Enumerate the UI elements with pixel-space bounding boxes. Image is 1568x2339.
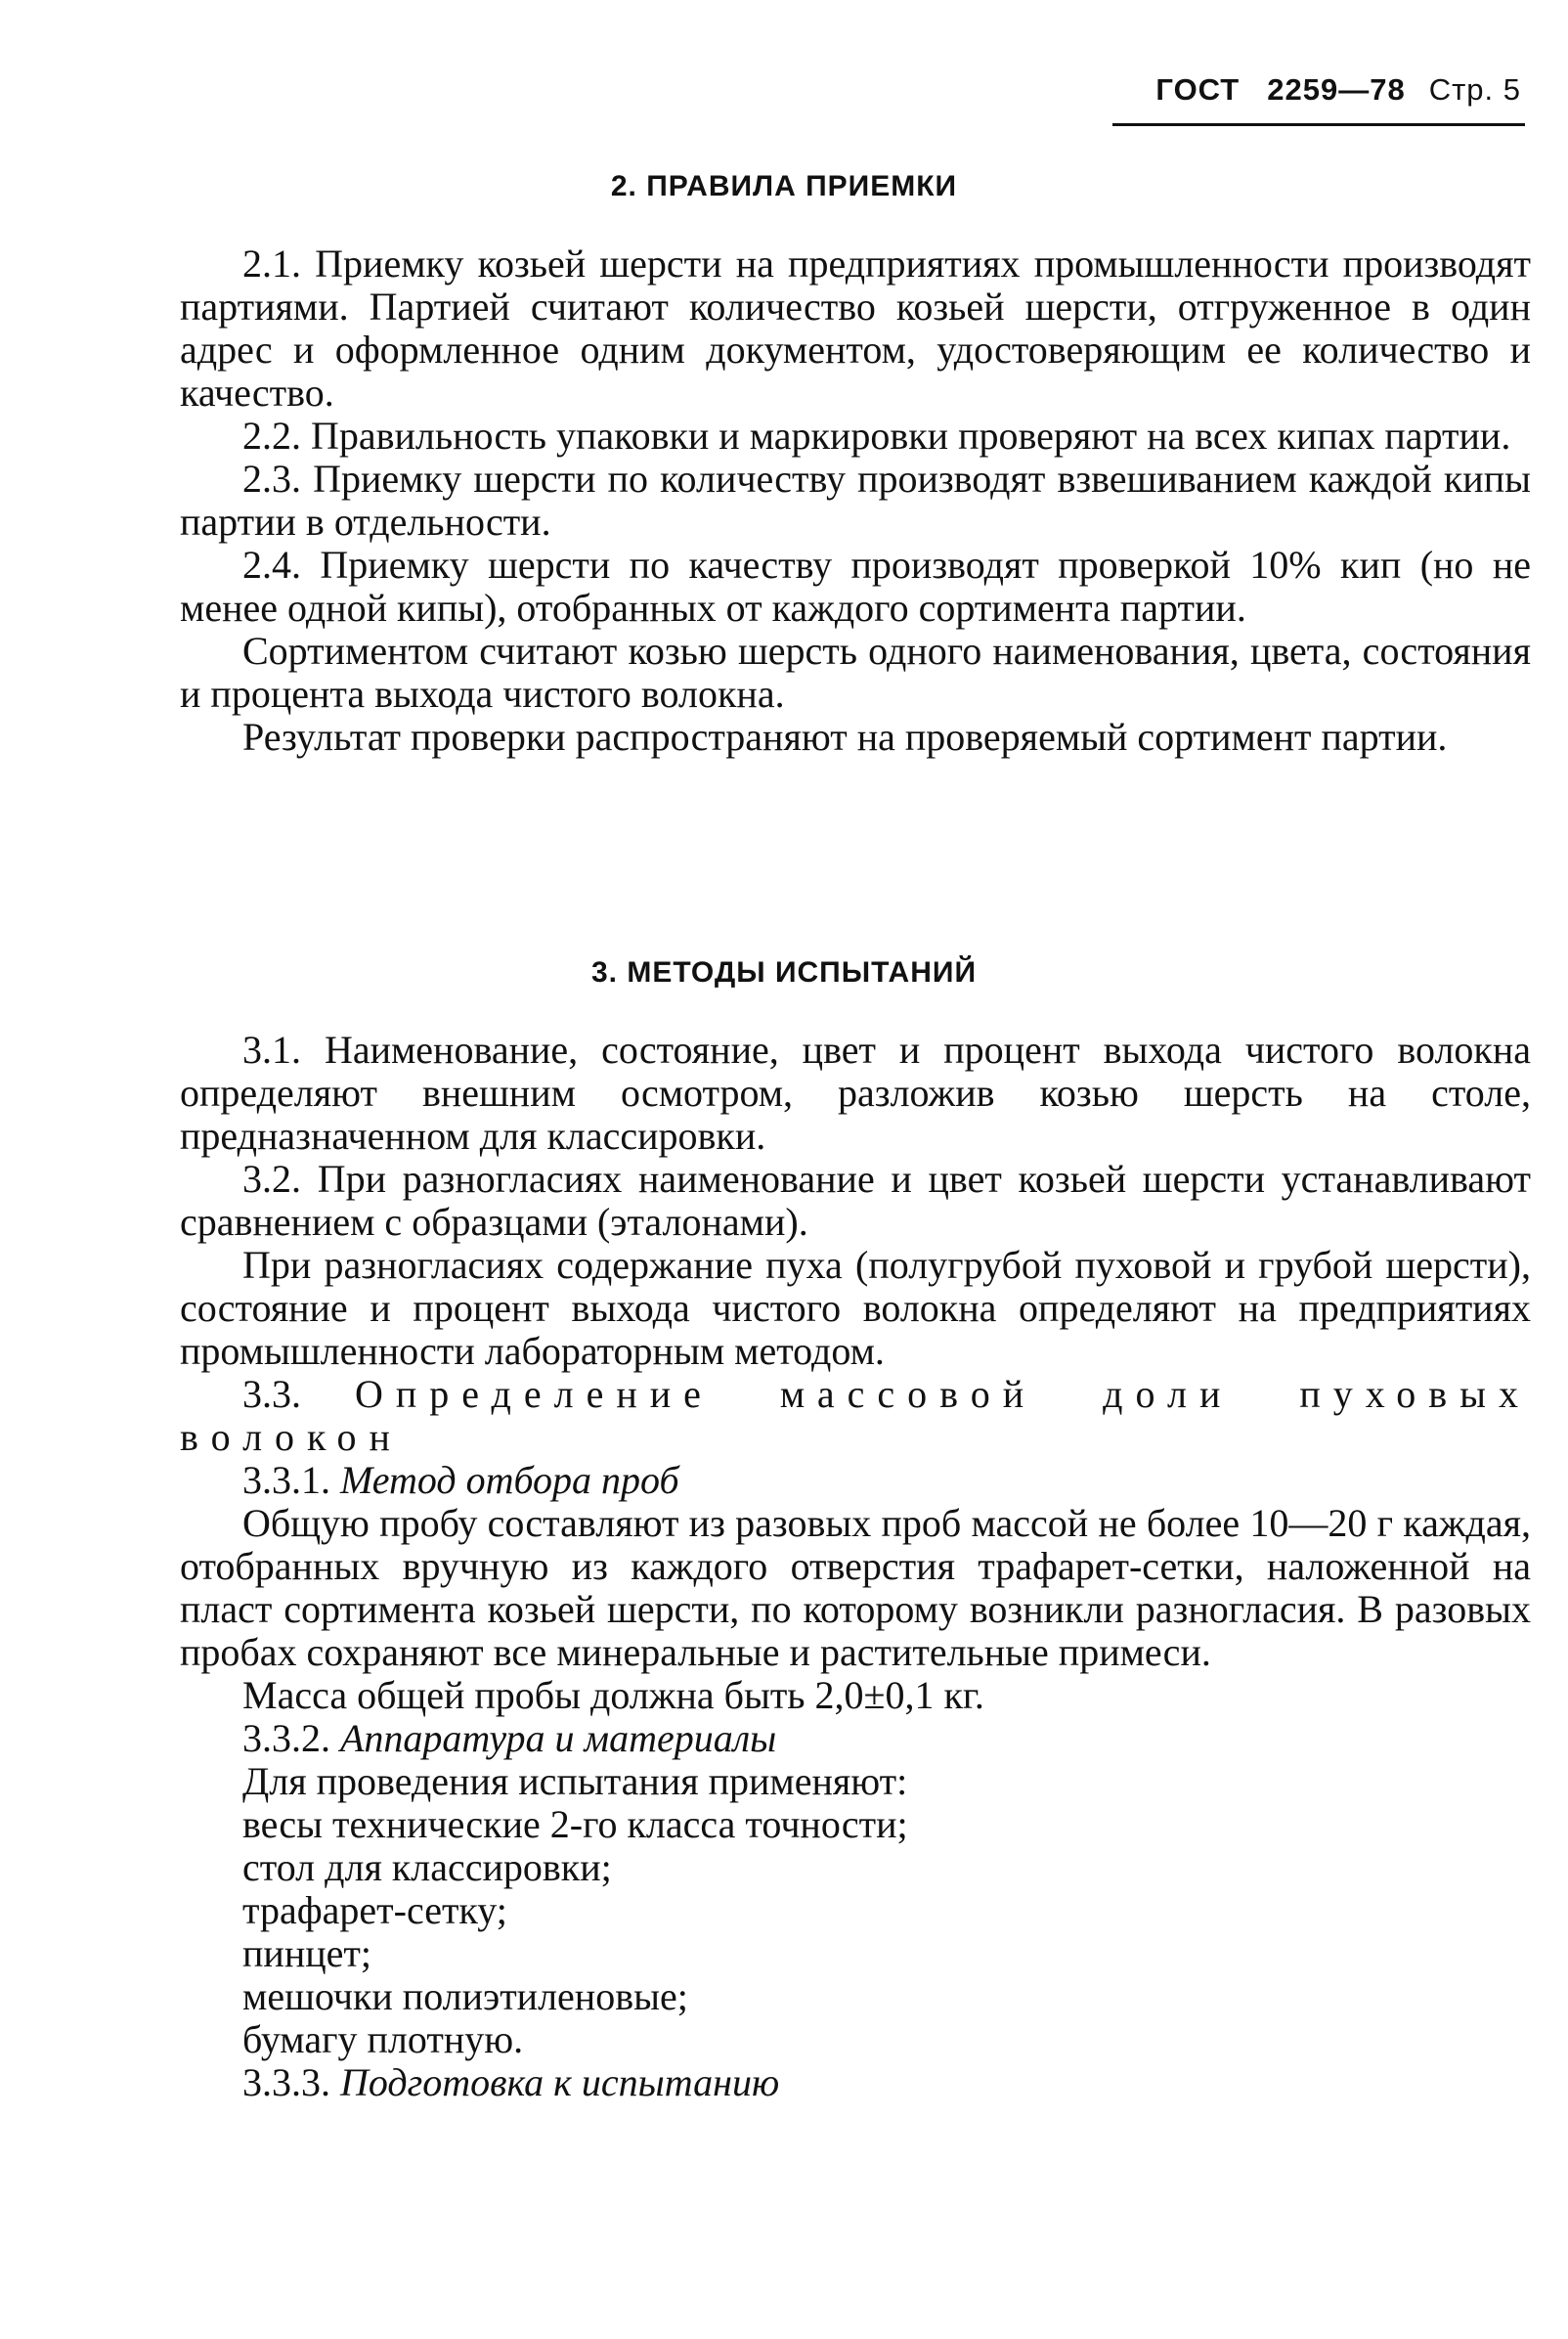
paragraph-equipment-intro: Для проведения испытания применяют: <box>242 1759 908 1803</box>
paragraph-3-2-disagreements: При разногласиях содержание пуха (полугрубой пуховой и грубой шерсти), состояние и процент выхода чистого волокна определяют на предприятиях промышленности лабораторным методом. <box>180 1243 1531 1373</box>
subsection-3-3-title: Определение массовой доли пуховых волокон <box>180 1372 1531 1459</box>
subsection-3-3-1-title: Метод отбора проб <box>340 1458 679 1502</box>
section-3-heading: 3. МЕТОДЫ ИСПЫТАНИЙ <box>591 956 977 989</box>
subsection-3-3-3-heading <box>180 2061 1531 2104</box>
paragraph-2-1: 2.1. Приемку козьей шерсти на предприятиях промышленности производят партиями. Партией считают количество козьей шерсти, отгруженное в один адрес и оформленное одним документом, удостоверяющим ее количество и качество. <box>180 242 1531 415</box>
section-2-body <box>180 243 1531 759</box>
section-3-body <box>180 1029 1531 2104</box>
equipment-item: бумагу плотную. <box>242 2017 524 2061</box>
subsection-3-3-2-heading <box>180 1717 1531 1760</box>
paragraph-sortiment-definition: Сортиментом считают козью шерсть одного наименования, цвета, состояния и процента выхода чистого волокна. <box>180 629 1531 716</box>
paragraph-result: Результат проверки распространяют на проверяемый сортимент партии. <box>242 715 1448 759</box>
paragraph-2-4: 2.4. Приемку шерсти по качеству производят проверкой 10% кип (но не менее одной кипы), отобранных от каждого сортимента партии. <box>180 543 1531 630</box>
paragraph-2-3: 2.3. Приемку шерсти по количеству производят взвешиванием каждой кипы партии в отдельности. <box>180 457 1531 544</box>
page-header <box>1101 72 1521 108</box>
subsection-3-3-1-number: 3.3.1. <box>242 1458 330 1502</box>
equipment-item: трафарет-сетку; <box>242 1888 507 1932</box>
page-number: Стр. 5 <box>1428 72 1521 107</box>
subsection-3-3-3-title: Подготовка к испытанию <box>340 2060 780 2104</box>
paragraph-3-2: 3.2. При разногласиях наименование и цвет козьей шерсти устанавливают сравнением с образцами (эталонами). <box>180 1157 1531 1244</box>
subsection-3-3-2-title: Аппаратура и материалы <box>340 1716 777 1760</box>
standard-number: 2259—78 <box>1267 72 1406 107</box>
header-rule <box>1112 123 1525 126</box>
equipment-item: стол для классировки; <box>242 1845 612 1889</box>
standard-code: ГОСТ <box>1155 72 1241 107</box>
subsection-3-3-heading <box>180 1373 1531 1459</box>
paragraph-3-1: 3.1. Наименование, состояние, цвет и процент выхода чистого волокна определяют внешним осмотром, разложив козью шерсть на столе, предназначенном для классировки. <box>180 1028 1531 1158</box>
paragraph-sample-mass: Масса общей пробы должна быть 2,0±0,1 кг. <box>242 1673 984 1717</box>
equipment-item: пинцет; <box>242 1931 371 1975</box>
subsection-3-3-1-heading <box>180 1459 1531 1502</box>
paragraph-2-2: 2.2. Правильность упаковки и маркировки проверяют на всех кипах партии. <box>242 414 1511 458</box>
equipment-item: мешочки полиэтиленовые; <box>242 1974 688 2018</box>
equipment-item: весы технические 2-го класса точности; <box>242 1802 908 1846</box>
subsection-3-3-2-number: 3.3.2. <box>242 1716 330 1760</box>
subsection-3-3-3-number: 3.3.3. <box>242 2060 330 2104</box>
section-2-heading: 2. ПРАВИЛА ПРИЕМКИ <box>610 170 958 202</box>
subsection-3-3-number: 3.3. <box>242 1372 301 1416</box>
paragraph-sampling-method: Общую пробу составляют из разовых проб массой не более 10—20 г каждая, отобранных вручную из каждого отверстия трафарет-сетки, наложенной на пласт сортимента козьей шерсти, по которому возникли разногласия. В разовых пробах сохраняют все минеральные и растительные примеси. <box>180 1501 1531 1674</box>
